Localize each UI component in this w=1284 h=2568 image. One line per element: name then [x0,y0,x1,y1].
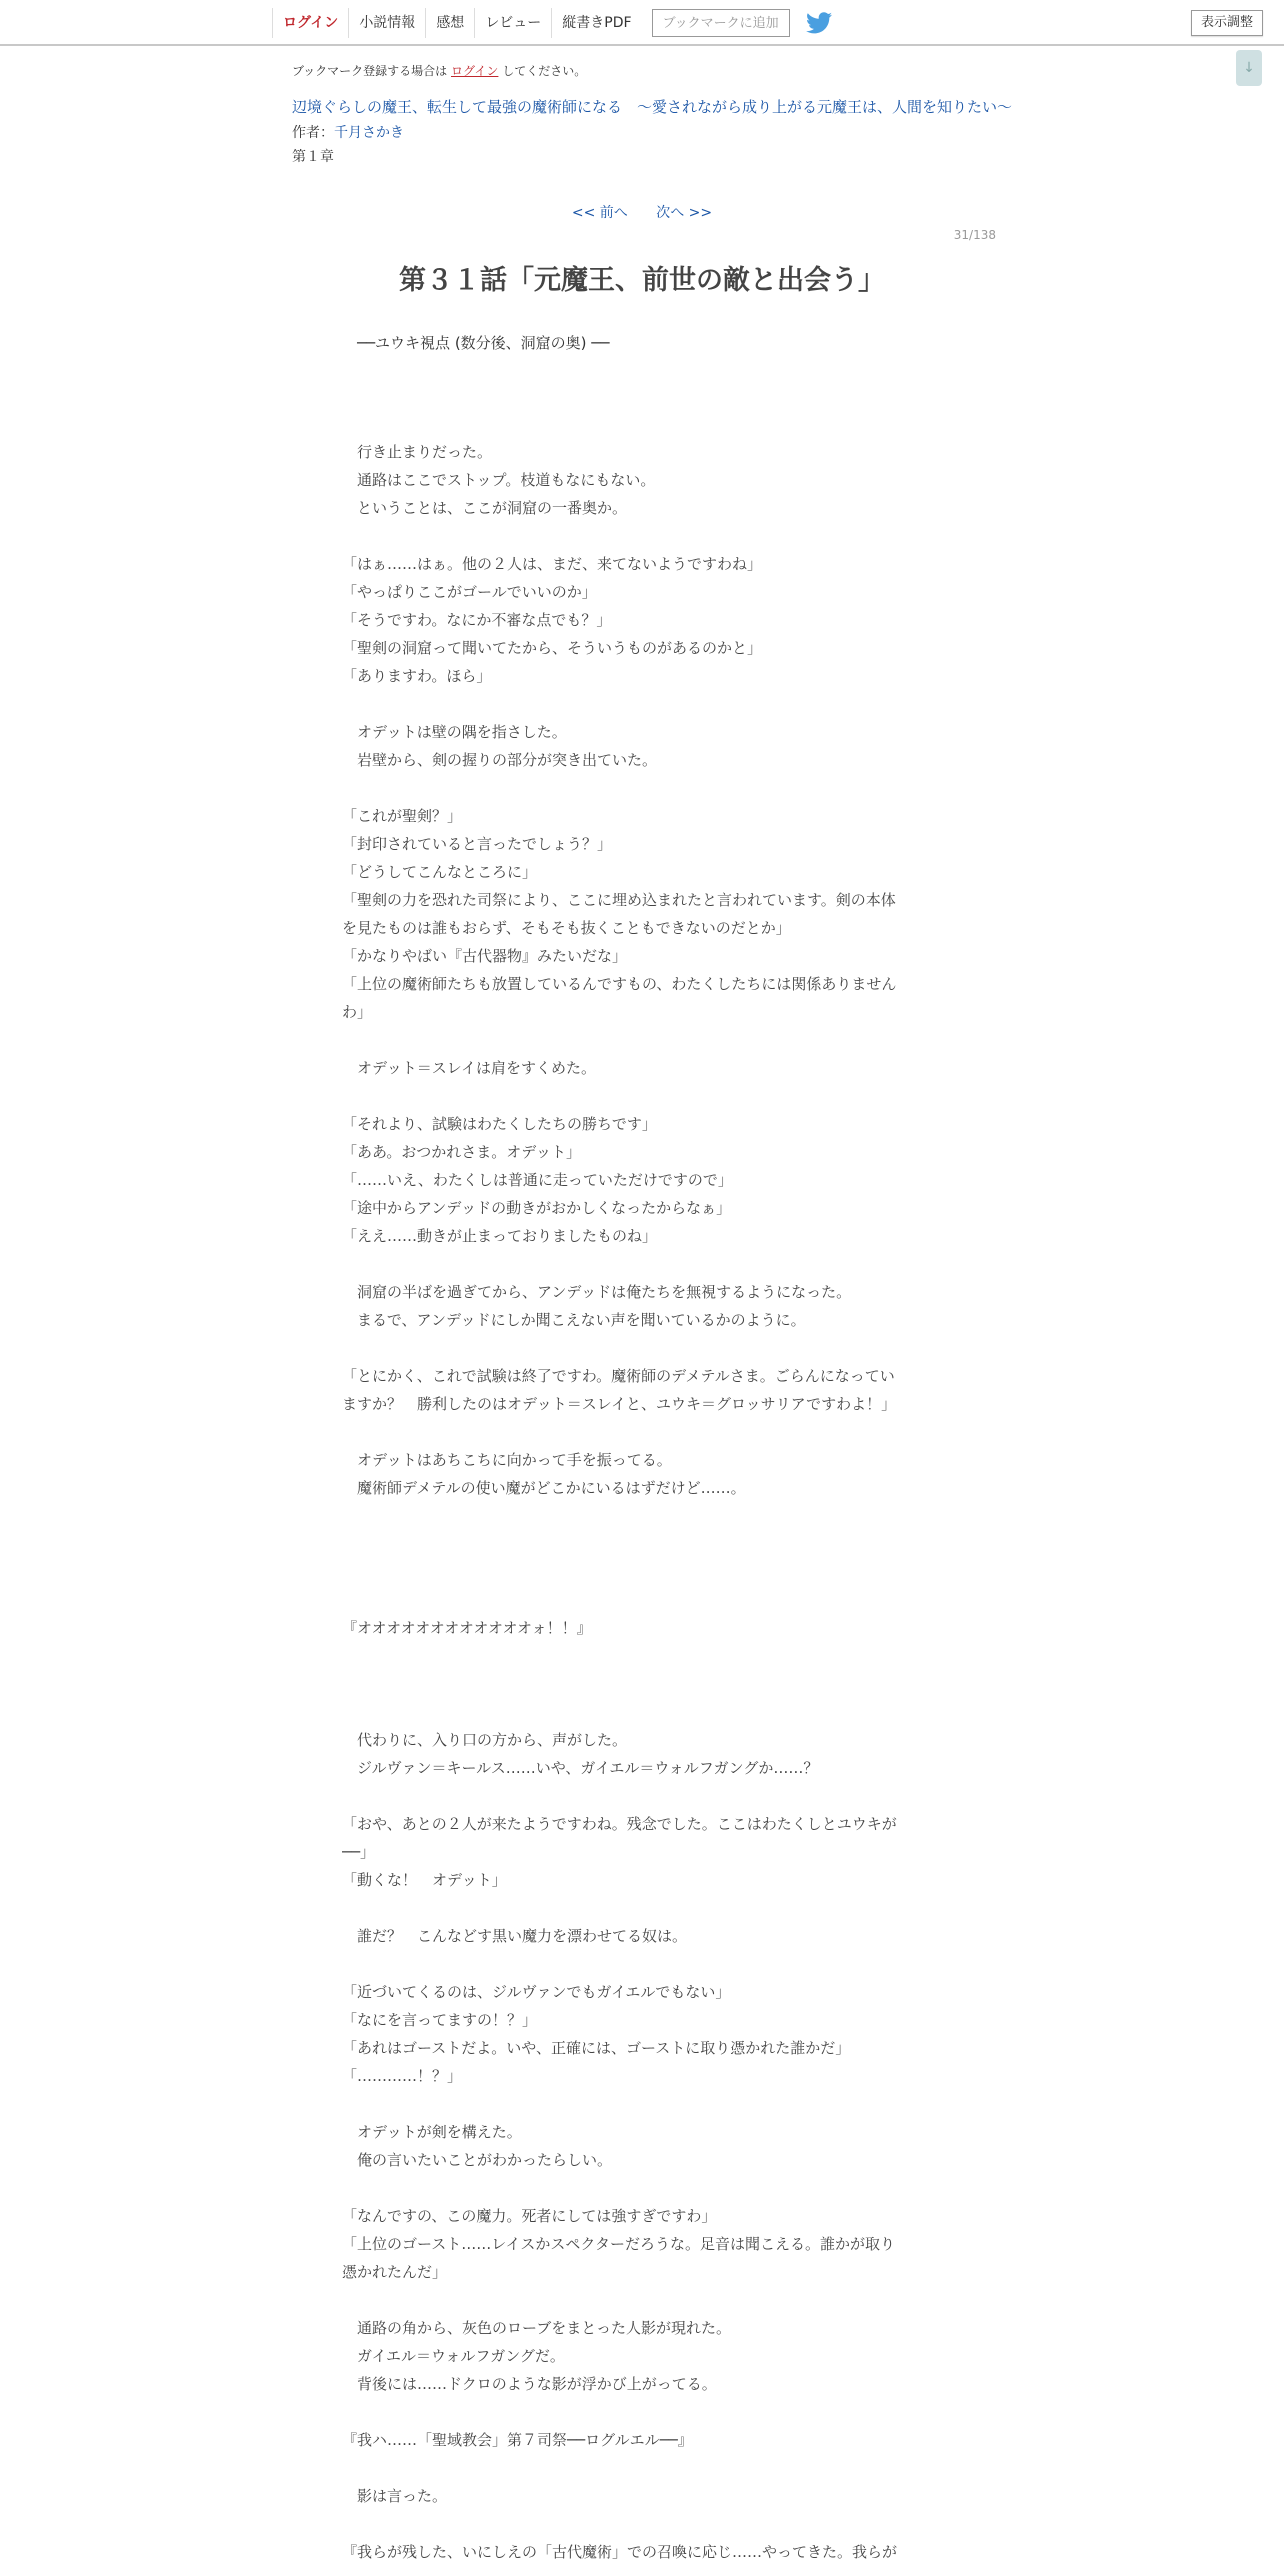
author-name-link[interactable]: 千月さかき [334,125,404,141]
body-line: 「やっぱりここがゴールでいいのか」 [342,583,597,601]
body-line [342,1670,946,1698]
body-line: 行き止まりだった。 [342,443,493,461]
add-bookmark-button[interactable]: ブックマークに追加 [652,9,790,37]
body-line [342,2090,946,2118]
display-settings-button[interactable]: 表示調整 [1191,10,1263,36]
body-line [342,1026,946,1054]
body-line [342,1586,946,1614]
body-line: 影は言った。 [342,2487,448,2505]
body-line [342,1334,946,1362]
body-line: ますか？ 勝利したのはオデット＝スレイと、ユウキ＝グロッサリアですわよ！」 [342,1395,897,1413]
login-link[interactable]: ログイン [272,8,348,38]
body-line: わ」 [342,1003,373,1021]
body-line: 「とにかく、これで試験は終了ですわ。魔術師のデメテルさま。ごらんになってい [342,1367,895,1385]
body-line [342,1950,946,1978]
episode-pager [0,202,1284,222]
body-line [342,1558,946,1586]
body-line [342,1418,946,1446]
body-line: 俺の言いたいことがわかったらしい。 [342,2151,613,2169]
notice-text-after: してください。 [502,64,587,78]
body-line: を見たものは誰もおらず、そもそも抜くこともできないのだとか」 [342,919,791,937]
body-line [342,1082,946,1110]
episode-preface: ──ユウキ視点 (数分後、洞窟の奥) ── [357,334,610,352]
body-line [342,522,946,550]
body-line: 「聖剣の力を恐れた司祭により、ここに埋め込まれたと言われています。剣の本体 [342,891,896,909]
author-line [292,122,404,142]
body-line: ということは、ここが洞窟の一番奥か。 [342,499,628,517]
body-line: 「途中からアンデッドの動きがおかしくなったからなぁ」 [342,1199,732,1217]
twitter-bird-icon [806,12,832,34]
body-line [342,774,946,802]
body-line: 岩壁から、剣の握りの部分が突き出ていた。 [342,751,658,769]
impressions-link[interactable]: 感想 [425,8,474,38]
body-line [342,1642,946,1670]
body-line: 通路の角から、灰色のローブをまとった人影が現れた。 [342,2319,731,2337]
body-line [342,2398,946,2426]
body-line [342,2174,946,2202]
body-line [342,2286,946,2314]
notice-login-link[interactable]: ログイン [451,64,499,78]
body-line: 憑かれたんだ」 [342,2263,448,2281]
body-line: オデットはあちこちに向かって手を振ってる。 [342,1451,672,1469]
body-line: 背後には……ドクロのような影が浮かび上がってる。 [342,2375,717,2393]
chapter-label: 第１章 [292,149,334,165]
next-episode-link[interactable]: 次へ >> [656,205,713,221]
novel-info-link[interactable]: 小説情報 [348,8,425,38]
body-line [342,1502,946,1530]
body-line: ──」 [342,1843,376,1861]
body-line [342,690,946,718]
body-line: 『我らが残した、いにしえの「古代魔術」での召喚に応じ……やってきた。我らが [342,2543,898,2561]
body-line: オデットが剣を構えた。 [342,2123,522,2141]
body-line: 「かなりやばい『古代器物』みたいだな」 [342,947,628,965]
body-line: 「あれはゴーストだよ。いや、正確には、ゴーストに取り憑かれた誰かだ」 [342,2039,851,2057]
episode-number: 31/138 [953,228,996,242]
twitter-share-icon[interactable] [806,11,834,35]
body-line: ガイエル＝ウォルフガングだ。 [342,2347,565,2365]
body-line [342,1782,946,1810]
notice-text-before: ブックマーク登録する場合は [292,64,448,78]
arrow-down-icon: ↓ [1243,60,1255,76]
bookmark-login-notice [292,62,586,79]
body-line [342,1894,946,1922]
body-line: 「封印されていると言ったでしょう？」 [342,835,613,853]
body-line: 「それより、試験はわたくしたちの勝ちです」 [342,1115,657,1133]
body-line [342,2510,946,2538]
body-line: まるで、アンデッドにしか聞こえない声を聞いているかのように。 [342,1311,806,1329]
novel-body-text [342,438,946,2566]
body-line: 「…………！？」 [342,2067,463,2085]
body-line [342,1530,946,1558]
body-line: 『オオオオオオオオオオオオォ！！』 [342,1619,592,1637]
body-line: ジルヴァン＝キールス……いや、ガイエル＝ウォルフガングか……？ [342,1759,819,1777]
body-line: 「これが聖剣？」 [342,807,463,825]
body-line [342,1250,946,1278]
scroll-down-button[interactable] [1236,50,1262,86]
prev-episode-link[interactable]: << 前へ [571,205,628,221]
body-line: 「どうしてこんなところに」 [342,863,538,881]
body-line: 「近づいてくるのは、ジルヴァンでもガイエルでもない」 [342,1983,731,2001]
body-line: 「ありますわ。ほら」 [342,667,492,685]
body-line: 「なにを言ってますの！？」 [342,2011,538,2029]
body-line: 「上位のゴースト……レイスかスペクターだろうな。足音は聞こえる。誰かが取り [342,2235,896,2253]
body-line: 通路はここでストップ。枝道もなにもない。 [342,471,656,489]
body-line: 「ええ……動きが止まっておりましたものね」 [342,1227,658,1245]
body-line: オデットは壁の隅を指さした。 [342,723,567,741]
nav-menu [272,8,834,38]
review-link[interactable]: レビュー [474,8,551,38]
body-line: 「動くな！ オデット」 [342,1871,507,1889]
body-line: 『我ハ……「聖域教会」第７司祭──ログルエル──』 [342,2431,693,2449]
vertical-pdf-link[interactable]: 縦書きPDF [551,8,641,38]
body-line: 「上位の魔術師たちも放置しているんですもの、わたくしたちには関係ありません [342,975,897,993]
author-label: 作者： [292,125,334,141]
body-line: 「はぁ……はぁ。他の２人は、まだ、来てないようですわね」 [342,555,763,573]
body-line: オデット＝スレイは肩をすくめた。 [342,1059,596,1077]
body-line: 「おや、あとの２人が来たようですわね。残念でした。ここはわたくしとユウキが [342,1815,897,1833]
body-line: 「そうですわ。なにか不審な点でも？」 [342,611,612,629]
body-line [342,2454,946,2482]
body-line: 「なんですの、この魔力。死者にしては強すぎですわ」 [342,2207,717,2225]
body-line: 魔術師デメテルの使い魔がどこかにいるはずだけど……。 [342,1479,746,1497]
body-line: 誰だ？ こんなどす黒い魔力を漂わせてる奴は。 [342,1927,688,1945]
episode-title: 第３１話「元魔王、前世の敵と出会う」 [399,265,885,296]
body-line: 代わりに、入り口の方から、声がした。 [342,1731,628,1749]
body-line: 「ああ。おつかれさま。オデット」 [342,1143,581,1161]
body-line: 「……いえ、わたくしは普通に走っていただけですので」 [342,1171,733,1189]
body-line: 「聖剣の洞窟って聞いてたから、そういうものがあるのかと」 [342,639,763,657]
top-navigation-bar [0,0,1284,46]
novel-series-title-link[interactable]: 辺境ぐらしの魔王、転生して最強の魔術師になる 〜愛されながら成り上がる元魔王は、人間を知りたい〜 [292,98,1013,116]
body-line: 洞窟の半ばを過ぎてから、アンデッドは俺たちを無視するようになった。 [342,1283,852,1301]
body-line [342,1698,946,1726]
